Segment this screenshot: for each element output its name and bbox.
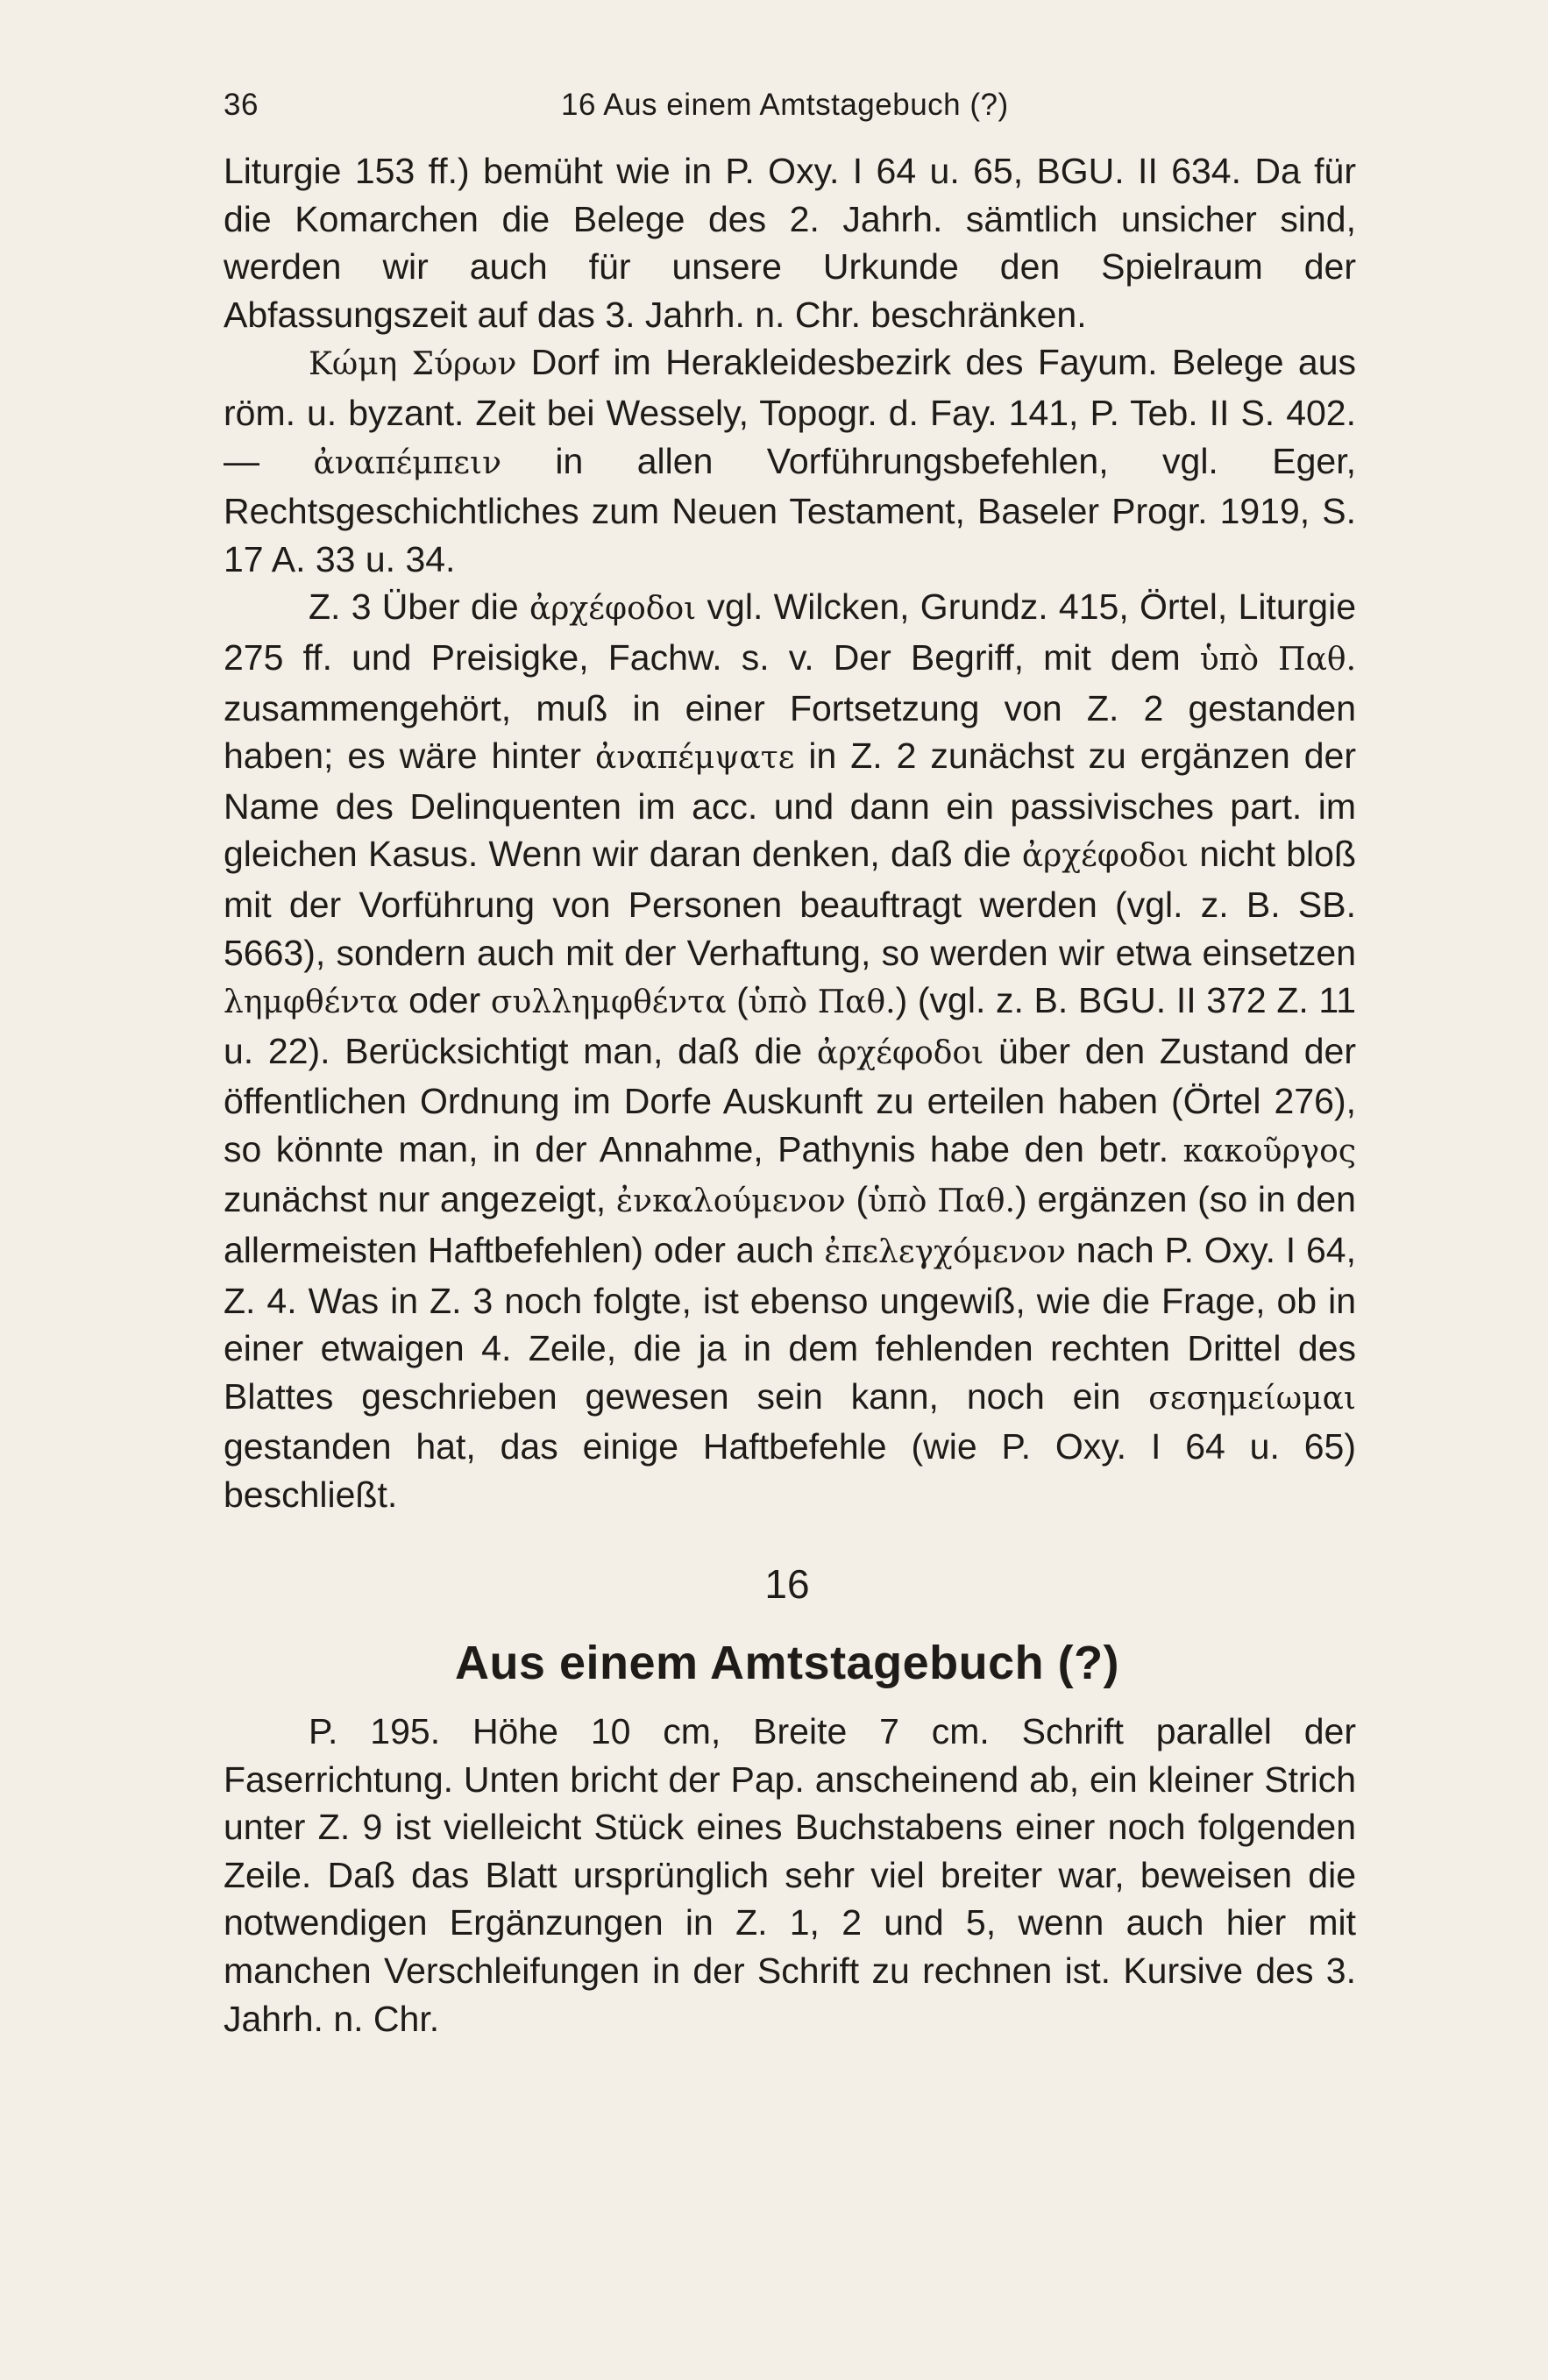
papyrus-description [224, 1708, 1356, 2043]
description-paragraph: P. 195. Höhe 10 cm, Breite 7 cm. Schrift parallel der Faserrichtung. Unten bricht der Pap. anscheinend ab, ein kleiner Strich unter Z. 9 ist vielleicht Stück eines Buchstabens einer noch folgenden Zeile. Daß das Blatt ursprünglich sehr viel breiter war, beweisen die notwendigen Ergänzungen in Z. 1, 2 und 5, wenn auch hier mit manchen Verschleifungen in der Schrift zu rechnen ist. Kursive des 3. Jahrh. n. Chr. [224, 1711, 1356, 2039]
greek-term: Κώμη Σύρων [309, 346, 517, 383]
greek-term: συλλημφθέντα [490, 984, 727, 1021]
text-run: nach P. Oxy. I 64, Z. 4. Was in Z. 3 noch folgte, ist ebenso ungewiß, wie die Frage, ob in einer etwaigen 4. Zeile, die ja in dem fehlenden rechten Drittel des Blattes geschrieben gewesen sein kann, noch ein [224, 1230, 1356, 1417]
text-run: ) ergänzen (so in den allermeisten Haftbefehlen) oder auch [224, 1179, 1356, 1271]
text-run: zunächst nur angezeigt, [224, 1179, 616, 1220]
text-run: vgl. Wilcken, Grundz. 415, Örtel, Liturgie 275 ff. und Preisigke, Fachw. s. v. Der Begriff, mit dem [224, 586, 1356, 678]
greek-term: ὑπὸ Παθ. [748, 984, 896, 1021]
text-run: Z. 3 Über die [309, 586, 529, 628]
greek-term: ὑπὸ Παθ. [1199, 641, 1357, 678]
text-run: nicht bloß mit der Vorführung von Personen beauftragt werden (vgl. z. B. SB. 5663), sondern auch mit der Verhaftung, so werden wir etwa einsetzen [224, 834, 1356, 973]
commentary-paragraph-3 [224, 583, 1356, 1518]
greek-term: ὑπὸ Παθ. [868, 1183, 1016, 1220]
section-title: Aus einem Amtstagebuch (?) [454, 1637, 1120, 1689]
text-run: ( [726, 980, 749, 1021]
text-run: Dorf im Herakleidesbezirk des Fayum. Belege aus röm. u. byzant. Zeit bei Wessely, Topogr. d. Fay. 141, P. Teb. II S. 402. — [224, 342, 1356, 481]
greek-term: ἀναπέμπειν [313, 444, 501, 481]
commentary-paragraph-2 [224, 338, 1356, 583]
page-number: 36 [224, 88, 259, 122]
greek-term: ἀναπέμψατε [595, 740, 795, 777]
running-title: 16 Aus einem Amtstagebuch (?) [561, 88, 1009, 122]
greek-term: ἀρχέφοδοι [529, 591, 697, 628]
greek-term: ἀρχέφοδοι [1021, 838, 1189, 875]
section-number: 16 [764, 1561, 810, 1607]
commentary-text [224, 147, 1356, 1519]
greek-term: λημφθέντα [224, 984, 399, 1021]
greek-term: ἀρχέφοδοι [816, 1034, 984, 1071]
greek-term: ἐπελεγχόμενον [824, 1234, 1066, 1271]
text-run: oder [398, 980, 491, 1021]
text-run: zusammengehört, muß in einer Fortsetzung von Z. 2 gestanden haben; es wäre hinter [224, 687, 1356, 777]
text-run: in Z. 2 zunächst zu ergänzen der Name des Delinquenten im acc. und dann ein passivisches part. im gleichen Kasus. Wenn wir daran denken, daß die [224, 735, 1356, 875]
text-run: ) (vgl. z. B. BGU. II 372 Z. 11 u. 22). Berücksichtigt man, daß die [224, 980, 1356, 1071]
text-run: gestanden hat, das einige Haftbefehle (wie P. Oxy. I 64 u. 65) beschließt. [224, 1426, 1356, 1516]
text-run: ( [845, 1179, 869, 1220]
greek-term: σεσημείωμαι [1148, 1380, 1356, 1417]
greek-term: κακοῦργος [1182, 1133, 1356, 1169]
running-head [224, 88, 1363, 131]
greek-term: ἐνκαλούμενον [615, 1183, 846, 1220]
commentary-paragraph-1: Liturgie 153 ff.) bemüht wie in P. Oxy. I 64 u. 65, BGU. II 634. Da für die Komarchen die Belege des 2. Jahrh. sämtlich unsicher sind, werden wir auch für unsere Urkunde den Spielraum der Abfassungszeit auf das 3. Jahrh. n. Chr. beschränken. [224, 151, 1356, 335]
text-run: in allen Vorführungsbefehlen, vgl. Eger, Rechtsgeschichtliches zum Neuen Testament, Baseler Progr. 1919, S. 17 A. 33 u. 34. [224, 440, 1356, 579]
text-run: über den Zustand der öffentlichen Ordnung im Dorfe Auskunft zu erteilen haben (Örtel 276), so könnte man, in der Annahme, Pathynis habe den betr. [224, 1030, 1356, 1169]
